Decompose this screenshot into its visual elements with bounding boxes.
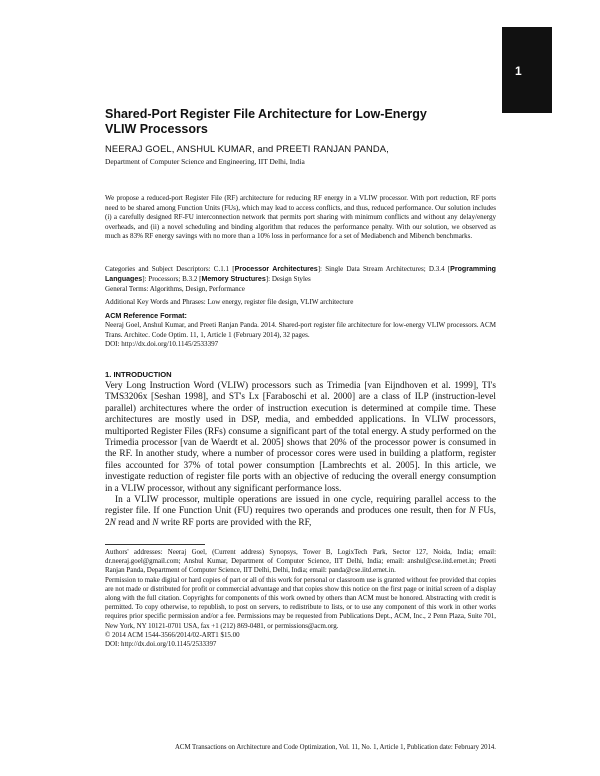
abstract: We propose a reduced-port Register File (RF) architecture for reducing RF energy in a VLIW processor. With port reduction, RF ports need to be shared among Function Units (FUs), which may lead to access conflicts, and thus, reduced performance. Our solution includes (i) a carefully designed RF-FU interconnection network that permits port sharing with minimum conflicts and without any delay/energy overheads, and (ii) a novel scheduling and binding algorithm that reduces the performance penalty. With our solution, we observed as much as 83% RF energy savings with no more than a 10% loss in performance for a set of Mediabench and Mibench benchmarks. — [105, 194, 496, 241]
footnote-addresses: Authors' addresses: Neeraj Goel, (Current address) Synopsys, Tower B, LogixTech Park, Sector 127, Noida, India; email: dr.neeraj.goel@gmail.com; Anshul Kumar, Department of Computer Science, IIT Delhi, India; email: anshul@cse.iitd.ernet.in; Preeti Ranjan Panda, Department of Computer Science, IIT Delhi, Delhi, India; email: panda@cse.iitd.ernet.in. — [105, 548, 496, 575]
paragraph-2: In a VLIW processor, multiple operations are issued in one cycle, requiring parallel access to the register file. If one Function Unit (FU) requires two operands and produces one result, then for N FUs, 2N read and N write RF ports are provided with the RF, — [105, 495, 496, 528]
reference-format-heading: ACM Reference Format: — [105, 311, 187, 320]
general-terms: General Terms: Algorithms, Design, Performance — [105, 285, 245, 293]
title-line-1: Shared-Port Register File Architecture for Low-Energy — [105, 107, 427, 121]
footnote-rule — [105, 544, 205, 545]
footnote-permission: Permission to make digital or hard copies of part or all of this work for personal or classroom use is granted without fee provided that copies are not made or distributed for profit or commercial advantage and that copies show this notice on the first page or initial screen of a display along with the full citation. Copyrights for components of this work owned by others than ACM must be honored. Abstracting with credit is permitted. To copy otherwise, to republish, to post on servers, to redistribute to lists, or to use any component of this work in other works requires prior specific permission and/or a fee. Permissions may be requested from Publications Dept., ACM, Inc., 2 Penn Plaza, Suite 701, New York, NY 10121-0701 USA, fax +1 (212) 869-0481, or permissions@acm.org. — [105, 575, 496, 630]
journal-footer: ACM Transactions on Architecture and Code Optimization, Vol. 11, No. 1, Article 1, Publication date: February 2014. — [175, 744, 496, 751]
page-number-tab — [502, 27, 552, 113]
reference-doi: DOI: http://dx.doi.org/10.1145/2533397 — [105, 340, 219, 349]
reference-citation: Neeraj Goel, Anshul Kumar, and Preeti Ranjan Panda. 2014. Shared-port register file architecture for low-energy VLIW processors. ACM Trans. Architec. Code Optim. 11, 1, Article 1 (February 2014), 32 pages. — [105, 321, 496, 339]
footnotes — [105, 548, 496, 649]
reference-format — [105, 321, 496, 350]
paragraph-1: Very Long Instruction Word (VLIW) processors such as Trimedia [van Eijndhoven et al. 1999], TI's TMS3206x [Seshan 1998], and ST's Lx [Faraboschi et al. 2000] are a class of ILP (instruction-level parallel) architectures where the order of instruction execution is determined at compile time. These architectures are mostly used in DSP, media, and embedded applications. In VLIW processors, multiported Register Files (RFs) consume a significant part of the total energy. A study performed on the Trimedia processor [van de Waerdt et al. 2005] shows that 20% of the processor power is consumed in the RF. In another study, where a number of processor cores were used in building a platform, register files accounted for 37% of total power consumption [Lambrechts et al. 2005]. In this article, we investigate reduction of register file ports with an objective of reducing the overall energy consumption in a VLIW processor, without any significant performance loss. — [105, 381, 496, 494]
footnote-doi: DOI: http://dx.doi.org/10.1145/2533397 — [105, 640, 217, 649]
copyright: © 2014 ACM 1544-3566/2014/02-ART1 $15.00 — [105, 630, 240, 639]
paper-title — [105, 107, 496, 137]
title-line-2: VLIW Processors — [105, 122, 208, 136]
section-heading: 1. INTRODUCTION — [105, 370, 172, 379]
body-text — [105, 381, 496, 529]
page-number: 1 — [515, 64, 522, 78]
authors: NEERAJ GOEL, ANSHUL KUMAR, and PREETI RANJAN PANDA, — [105, 143, 389, 154]
categories: Categories and Subject Descriptors: C.1.1 [Processor Architectures]: Single Data Stream Architectures; D.3.4 [Programming Languages]: Processors; B.3.2 [Memory Structures]: Design Styles — [105, 265, 496, 283]
affiliation: Department of Computer Science and Engineering, IIT Delhi, India — [105, 157, 305, 166]
keywords: Additional Key Words and Phrases: Low energy, register file design, VLIW architecture — [105, 298, 354, 306]
